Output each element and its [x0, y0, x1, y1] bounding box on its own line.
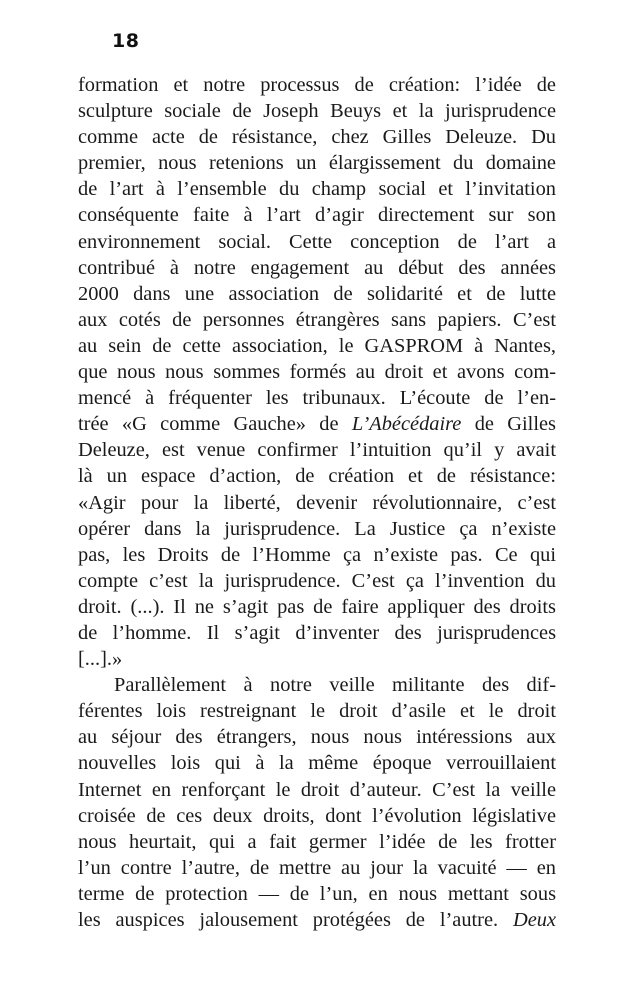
text-line: conséquente faite à l’art d’agir directement sur son	[78, 204, 556, 227]
text-line: «Agir pour la liberté, devenir révolutionnaire, c’est	[78, 491, 556, 514]
text-line: Internet en renforçant le droit d’auteur. C’est la veille	[78, 778, 556, 801]
text-line: premier, nous retenions un élargissement du domaine	[78, 152, 556, 175]
text-line: environnement social. Cette conception de l’art a	[78, 230, 556, 253]
text-line: comme acte de résistance, chez Gilles Deleuze. Du	[78, 126, 556, 149]
text-line: nouvelles lois qui à la même époque verrouillaient	[78, 752, 556, 775]
text-line: terme de protection — de l’un, en nous mettant sous	[78, 882, 556, 905]
text-line: [...].»	[78, 648, 123, 671]
text-line: l’un contre l’autre, de mettre au jour la vacuité — en	[78, 856, 556, 879]
text-line-with-title	[78, 907, 556, 933]
line-segment: les auspices jalousement protégées de l’autre.	[78, 909, 513, 931]
line-segment: trée «G comme Gauche» de	[78, 413, 352, 436]
text-line: Deleuze, est venue confirmer l’intuition qu’il y avait	[78, 439, 556, 462]
text-line: mencé à fréquenter les tribunaux. L’écoute de l’en-	[78, 387, 556, 410]
text-line: compte c’est la jurisprudence. C’est ça l’invention du	[78, 569, 556, 592]
line-segment: de Gilles	[461, 413, 556, 436]
book-title: Deux	[512, 909, 556, 931]
text-line: opérer dans la jurisprudence. La Justice ça n’existe	[78, 517, 556, 540]
text-line: croisée de ces deux droits, dont l’évolution législative	[78, 804, 556, 827]
text-line: contribué à notre engagement au début des années	[78, 256, 556, 279]
page-number: 18	[112, 30, 140, 52]
text-line: 2000 dans une association de solidarité et de lutte	[78, 282, 556, 305]
text-line: sculpture sociale de Joseph Beuys et la jurisprudence	[78, 100, 556, 123]
text-line: formation et notre processus de création: l’idée de	[78, 74, 556, 96]
text-line: au sein de cette association, le GASPROM à Nantes,	[78, 334, 556, 357]
text-line-with-title	[78, 411, 556, 437]
text-line: au séjour des étrangers, nous nous intéressions aux	[78, 726, 556, 749]
text-line: de l’art à l’ensemble du champ social et l’invitation	[78, 178, 556, 201]
body-text	[78, 72, 556, 933]
paragraph-first-line: Parallèlement à notre veille militante des dif-	[114, 674, 556, 697]
book-title: L’Abécédaire	[351, 413, 462, 436]
text-line: droit. (...). Il ne s’agit pas de faire appliquer des droits	[78, 595, 556, 618]
text-line: aux cotés de personnes étrangères sans papiers. C’est	[78, 308, 556, 331]
text-line: pas, les Droits de l’Homme ça n’existe pas. Ce qui	[78, 543, 556, 566]
text-line: de l’homme. Il s’agit d’inventer des jurisprudences	[78, 621, 556, 644]
text-line: férentes lois restreignant le droit d’asile et le droit	[78, 700, 556, 723]
text-line: nous heurtait, qui a fait germer l’idée de les frotter	[78, 830, 556, 853]
text-line: que nous nous sommes formés au droit et avons com-	[78, 361, 556, 384]
text-line: là un espace d’action, de création et de résistance:	[78, 465, 556, 488]
